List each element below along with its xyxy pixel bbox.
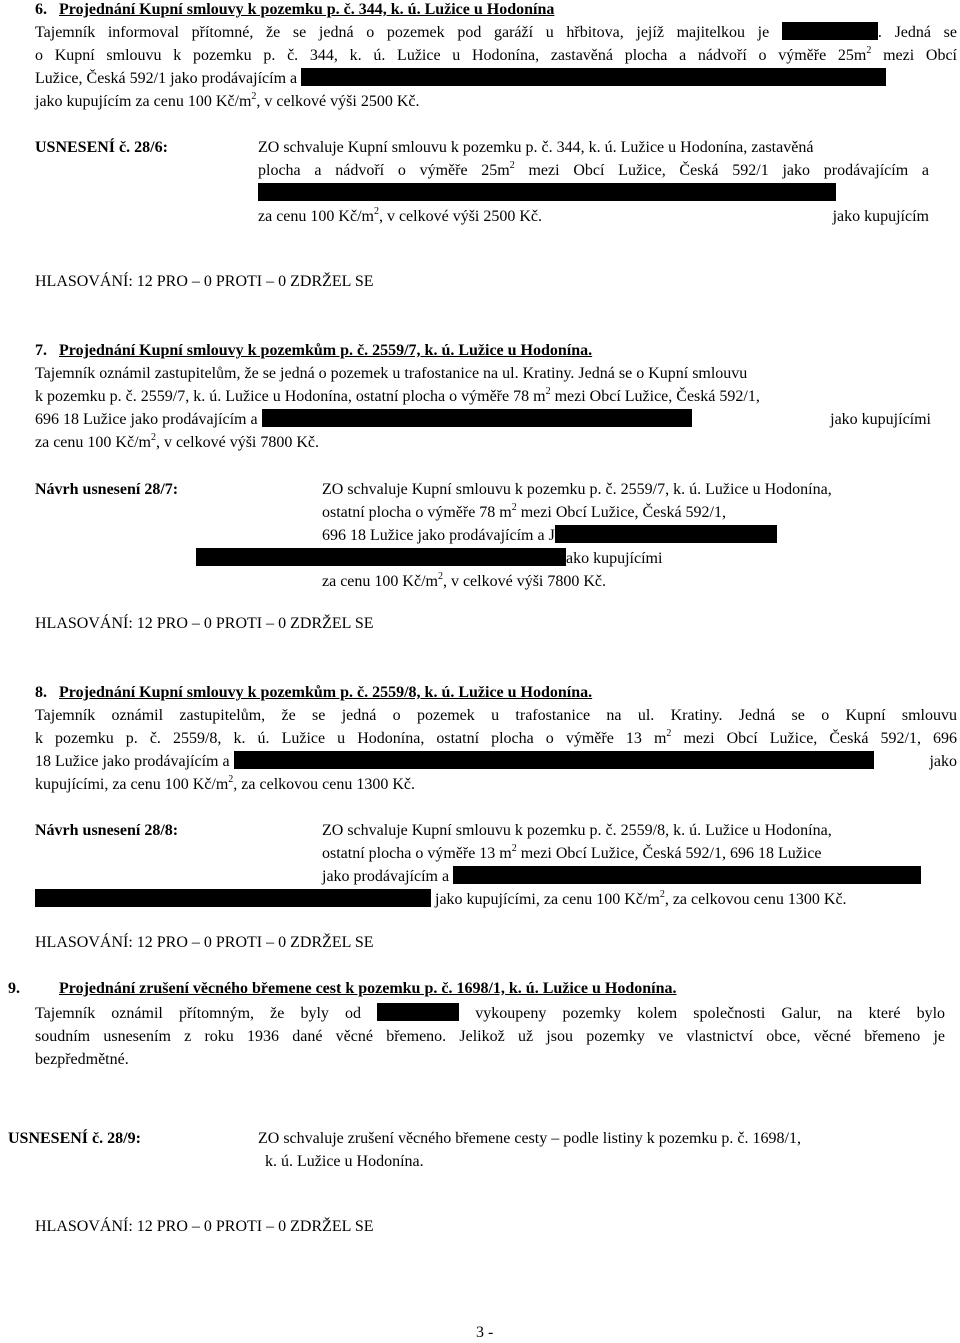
- paragraph-line: soudním usnesením z roku 1936 dané věcné břemeno. Jelikož už jsou pozemky ve vlastnictví obce, věcné břemeno je: [35, 1028, 945, 1045]
- vote-result-28-6: HLASOVÁNÍ: 12 PRO – 0 PROTI – 0 ZDRŽEL SE: [35, 273, 374, 290]
- draft-resolution-28-7-text-cont: [196, 547, 662, 570]
- resolution-line: za cenu 100 $Kč/m^2$, v celkové výši 7800 Kč.: [322, 571, 607, 590]
- resolution-28-6-label: USNESENÍ č. 28/6:: [35, 139, 168, 156]
- redacted-block: [377, 1003, 459, 1021]
- section-8-title: Projednání Kupní smlouvy k pozemkům p. č. 2559/8, k. ú. Lužice u Hodonína.: [59, 684, 593, 701]
- paragraph-line: jako kupujícím za cenu 100 $Kč/m^2$, v celkové výši 2500 Kč.: [35, 91, 420, 110]
- redacted-block: [196, 548, 566, 566]
- redacted-block: [258, 183, 836, 201]
- vote-result-28-8: HLASOVÁNÍ: 12 PRO – 0 PROTI – 0 ZDRŽEL SE: [35, 934, 374, 951]
- section-7-number: 7.: [35, 342, 47, 359]
- section-7-paragraph: [35, 362, 931, 454]
- paragraph-line: Tajemník informoval přítomné, že se jedná o pozemek pod garáží u hřbitova, jejíž majitelkou je . Jedná se: [35, 24, 957, 41]
- resolution-line: jako kupujícím: [258, 182, 929, 205]
- resolution-line: ZO schvaluje Kupní smlouvu k pozemku p. č. 2559/8, k. ú. Lužice u Hodonína,: [322, 822, 832, 839]
- section-6-title: Projednání Kupní smlouvy k pozemku p. č. 344, k. ú. Lužice u Hodonína: [59, 1, 555, 18]
- resolution-line: ZO schvaluje Kupní smlouvu k pozemku p. č. 344, k. ú. Lužice u Hodonína, zastavěná: [258, 139, 814, 156]
- draft-resolution-28-7-label: Návrh usnesení 28/7:: [35, 481, 179, 498]
- section-9-heading: [8, 977, 677, 1000]
- resolution-line: ostatní plocha o výměře 13 $m^2$ mezi Obcí Lužice, Česká 592/1, 696 18 Lužice: [322, 843, 822, 862]
- vote-result-28-7: HLASOVÁNÍ: 12 PRO – 0 PROTI – 0 ZDRŽEL SE: [35, 615, 374, 632]
- paragraph-line: k pozemku p. č. 2559/8, k. ú. Lužice u Hodonína, ostatní plocha o výměře 13 $m^2$ mezi Obcí Lužice, Česká 592/1, 696: [35, 728, 958, 747]
- redacted-block: [35, 889, 431, 907]
- section-7-heading: [35, 339, 592, 362]
- resolution-28-6-text: [258, 136, 929, 228]
- redacted-block: [301, 68, 886, 86]
- section-7-title: Projednání Kupní smlouvy k pozemkům p. č. 2559/7, k. ú. Lužice u Hodonína.: [59, 342, 593, 359]
- redacted-block: [782, 22, 878, 40]
- resolution-line: ZO schvaluje zrušení věcného břemene cesty – podle listiny k pozemku p. č. 1698/1,: [258, 1130, 801, 1147]
- section-9-title: Projednání zrušení věcného břemene cest k pozemku p. č. 1698/1, k. ú. Lužice u Hodonína.: [59, 980, 677, 997]
- paragraph-line: za cenu 100 $Kč/m^2$, v celkové výši 7800 Kč.: [35, 432, 320, 451]
- draft-resolution-28-7-text-end: [322, 570, 606, 593]
- redacted-block: [453, 866, 921, 884]
- section-6-number: 6.: [35, 1, 47, 18]
- section-9-paragraph: [35, 1002, 945, 1071]
- draft-resolution-28-7-text: [322, 478, 832, 547]
- section-9-number: 9.: [8, 980, 20, 997]
- resolution-line: plocha a nádvoří o výměře $25m^2$ mezi Obcí Lužice, Česká 592/1 jako prodávajícím a: [258, 160, 930, 179]
- paragraph-line: k pozemku p. č. 2559/7, k. ú. Lužice u Hodonína, ostatní plocha o výměře 78 $m^2$ mezi Obcí Lužice, Česká 592/1,: [35, 386, 760, 405]
- paragraph-line: bezpředmětné.: [35, 1051, 129, 1068]
- resolution-28-9-label: USNESENÍ č. 28/9:: [8, 1130, 141, 1147]
- paragraph-line: Lužice, Česká 592/1 jako prodávajícím a: [35, 67, 957, 90]
- paragraph-line: 696 18 Lužice jako prodávajícím a jako kupujícími: [35, 411, 931, 428]
- vote-result-28-9: HLASOVÁNÍ: 12 PRO – 0 PROTI – 0 ZDRŽEL SE: [35, 1218, 374, 1235]
- resolution-28-9-text: [258, 1127, 801, 1173]
- redacted-block: [234, 751, 874, 769]
- paragraph-line: kupujícími, za cenu 100 $Kč/m^2$, za celkovou cenu 1300 Kč.: [35, 774, 415, 793]
- section-6-heading: [35, 0, 554, 21]
- section-6-paragraph: [35, 21, 957, 113]
- paragraph-line: 18 Lužice jako prodávajícím a jako: [35, 753, 957, 770]
- redacted-block: [555, 525, 777, 543]
- section-8-number: 8.: [35, 684, 47, 701]
- resolution-line: ako kupujícími: [196, 547, 662, 570]
- draft-resolution-28-8-text-cont: [35, 888, 847, 911]
- paragraph-line: Tajemník oznámil zastupitelům, že se jedná o pozemek u trafostanice na ul. Kratiny. Jedná se o Kupní smlouvu: [35, 365, 748, 382]
- resolution-line: jako prodávajícím a: [322, 865, 921, 888]
- paragraph-line: Tajemník oznámil přítomným, že byly od vykoupeny pozemky kolem společnosti Galur, na které bylo: [35, 1005, 946, 1022]
- section-8-heading: [35, 681, 592, 704]
- redacted-block: [262, 409, 692, 427]
- resolution-line: ostatní plocha o výměře 78 $m^2$ mezi Obcí Lužice, Česká 592/1,: [322, 502, 726, 521]
- page-number: 3 -: [476, 1324, 494, 1341]
- paragraph-line: o Kupní smlouvu k pozemku p. č. 344, k. ú. Lužice u Hodonína, zastavěná plocha a nádvoří o výměře $25m^2$ mezi Obcí: [35, 45, 958, 64]
- paragraph-line: Tajemník oznámil zastupitelům, že se jedná o pozemek u trafostanice na ul. Kratiny. Jedná se o Kupní smlouvu: [35, 707, 957, 724]
- resolution-line: jako kupujícími, za cenu 100 $Kč/m^2$, za celkovou cenu 1300 Kč.: [35, 888, 847, 911]
- draft-resolution-28-8-text: [322, 819, 921, 888]
- resolution-line: 696 18 Lužice jako prodávajícím a J: [322, 524, 832, 547]
- resolution-line: ZO schvaluje Kupní smlouvu k pozemku p. č. 2559/7, k. ú. Lužice u Hodonína,: [322, 481, 832, 498]
- draft-resolution-28-8-label: Návrh usnesení 28/8:: [35, 822, 179, 839]
- section-8-paragraph: [35, 704, 957, 796]
- resolution-line: za cenu 100 $Kč/m^2$, v celkové výši 2500 Kč.: [258, 206, 543, 225]
- resolution-line: k. ú. Lužice u Hodonína.: [265, 1153, 424, 1170]
